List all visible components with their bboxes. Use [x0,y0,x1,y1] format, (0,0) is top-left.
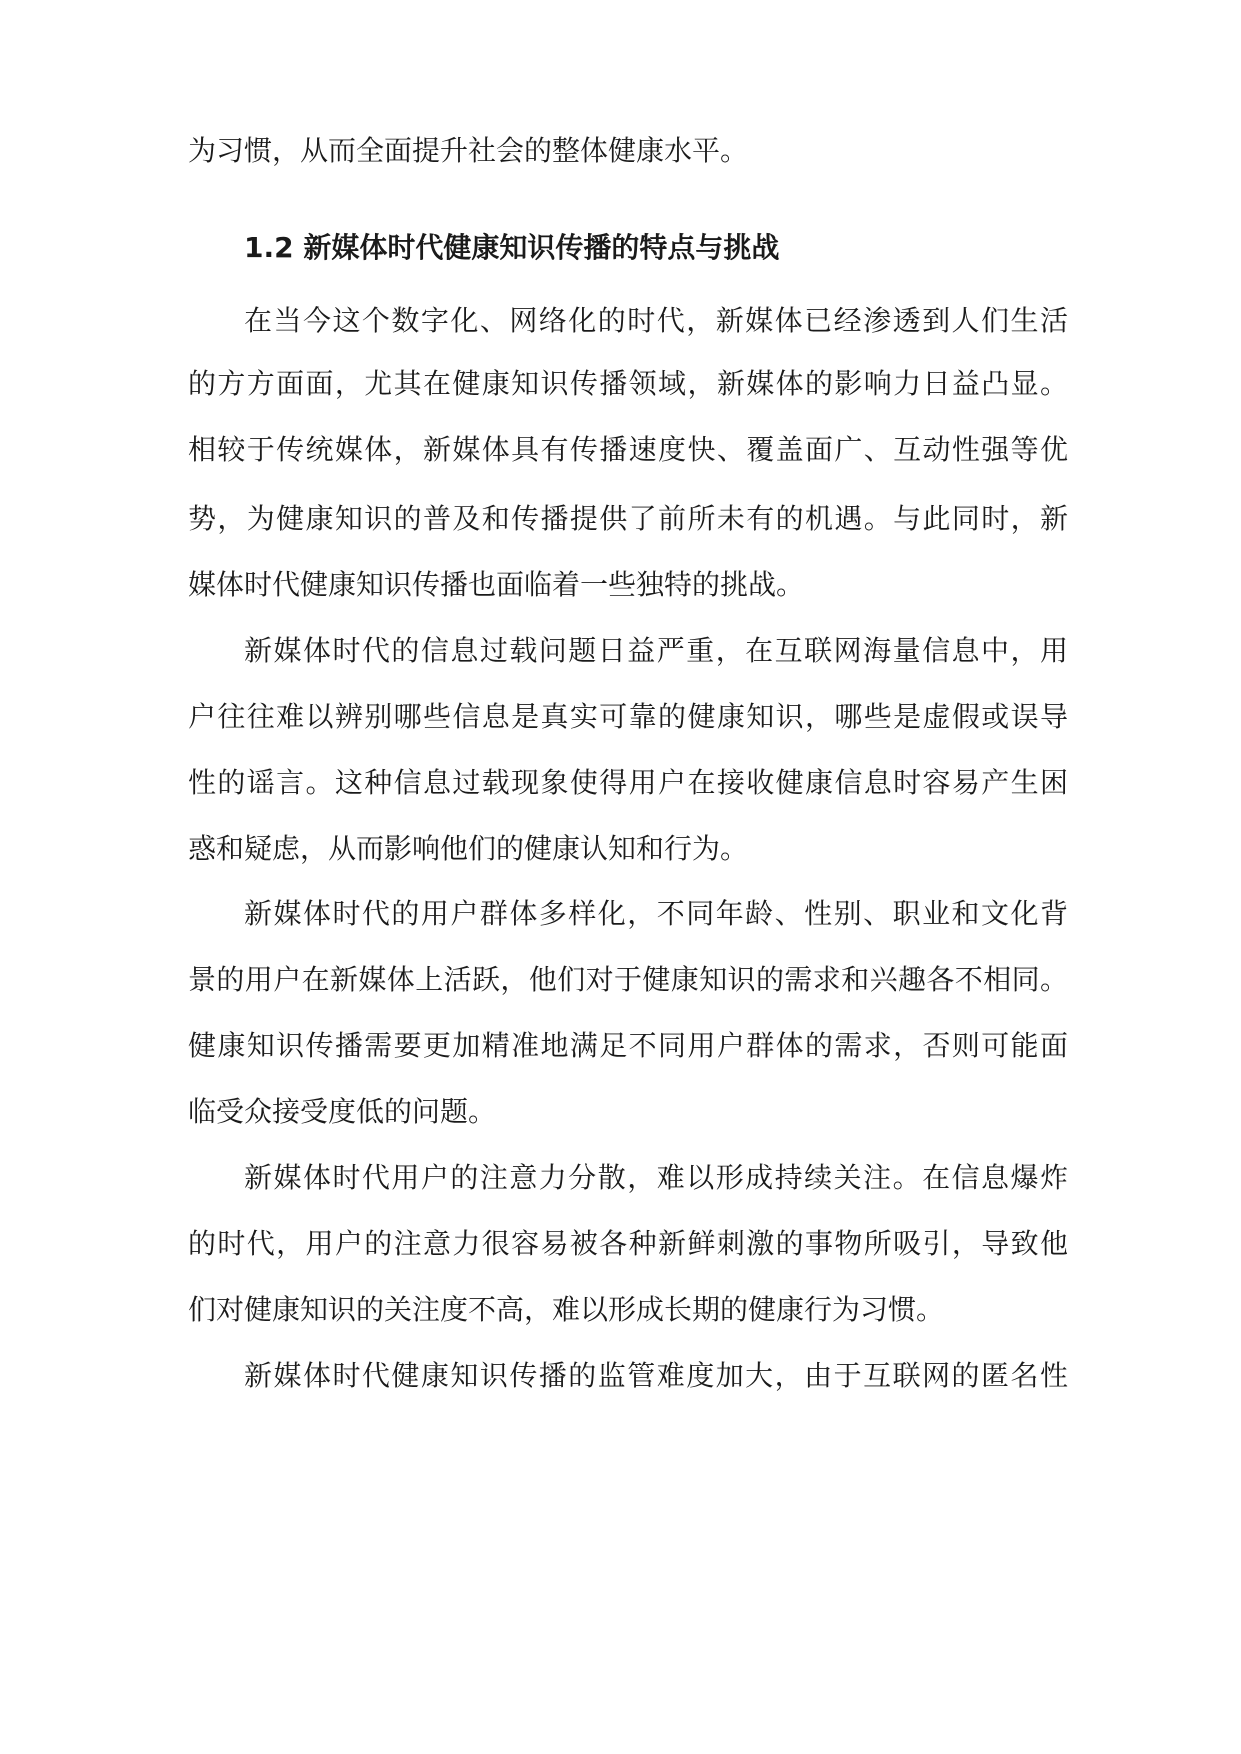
paragraph-line: 新媒体时代的用户群体多样化，不同年龄、性别、职业和文化背 [244,897,1068,930]
paragraph-line: 景的用户在新媒体上活跃，他们对于健康知识的需求和兴趣各不相同。 [188,963,1068,996]
paragraph-line: 临受众接受度低的问题。 [188,1095,497,1128]
paragraph-line: 性的谣言。这种信息过载现象使得用户在接收健康信息时容易产生困 [188,766,1068,799]
paragraph-line: 相较于传统媒体，新媒体具有传播速度快、覆盖面广、互动性强等优 [188,433,1068,466]
paragraph-line: 新媒体时代用户的注意力分散，难以形成持续关注。在信息爆炸 [244,1161,1068,1194]
paragraph-line: 势，为健康知识的普及和传播提供了前所未有的机遇。与此同时，新 [188,502,1068,535]
section-heading: 1.2 新媒体时代健康知识传播的特点与挑战 [244,231,780,264]
paragraph-line: 在当今这个数字化、网络化的时代，新媒体已经渗透到人们生活 [244,304,1068,337]
paragraph-line: 媒体时代健康知识传播也面临着一些独特的挑战。 [188,568,805,601]
paragraph-line: 的时代，用户的注意力很容易被各种新鲜刺激的事物所吸引，导致他 [188,1227,1068,1260]
paragraph-line: 的方方面面，尤其在健康知识传播领域，新媒体的影响力日益凸显。 [188,367,1068,400]
paragraph-line: 们对健康知识的关注度不高，难以形成长期的健康行为习惯。 [188,1293,945,1326]
paragraph-line: 惑和疑虑，从而影响他们的健康认知和行为。 [188,832,749,865]
paragraph-line: 新媒体时代健康知识传播的监管难度加大，由于互联网的匿名性 [244,1359,1068,1392]
paragraph-line: 新媒体时代的信息过载问题日益严重，在互联网海量信息中，用 [244,634,1068,667]
continuation-line: 为习惯，从而全面提升社会的整体健康水平。 [188,134,749,167]
paragraph-line: 健康知识传播需要更加精准地满足不同用户群体的需求，否则可能面 [188,1029,1068,1062]
paragraph-line: 户往往难以辨别哪些信息是真实可靠的健康知识，哪些是虚假或误导 [188,700,1068,733]
